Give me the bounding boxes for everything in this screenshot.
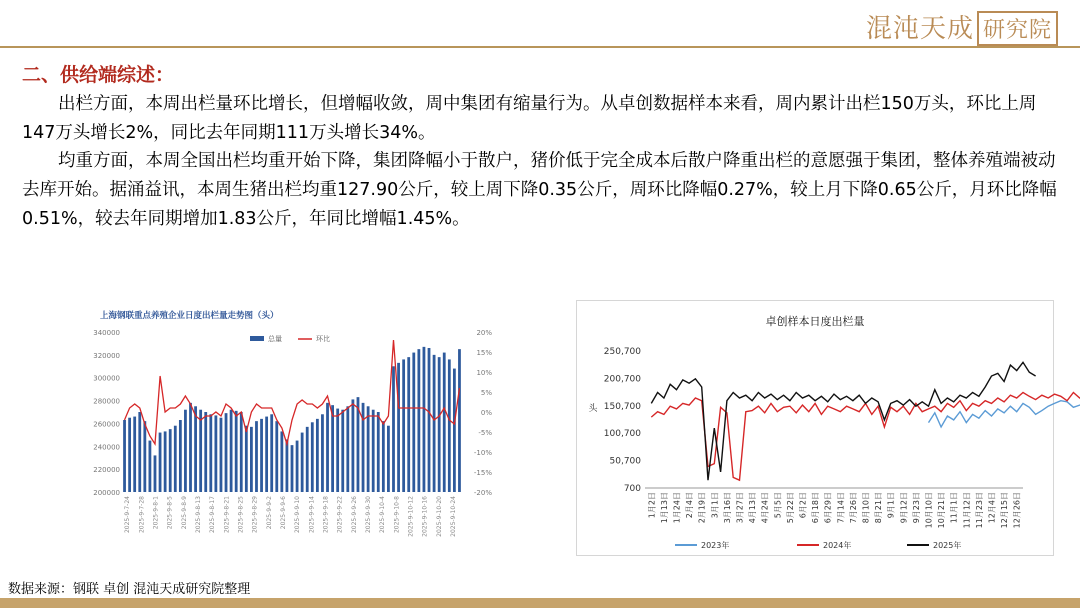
y2-tick-label: 10% <box>476 369 492 377</box>
x-tick-label: 2025-9-7-28 <box>138 496 146 534</box>
zhuochuang-chart-svg <box>577 301 1053 555</box>
legend-label: 2023年 <box>701 541 730 550</box>
bar <box>352 399 355 492</box>
bar <box>133 417 136 492</box>
zhuochuang-chart <box>576 300 1054 556</box>
bar <box>194 406 197 492</box>
chart-title: 卓创样本日度出栏量 <box>765 315 865 328</box>
y-tick-label: 300000 <box>93 374 120 383</box>
bar <box>143 421 146 492</box>
y2-tick-label: -15% <box>473 469 492 477</box>
y2-tick-label: -5% <box>478 429 492 437</box>
x-tick-label: 6月18日 <box>811 492 821 524</box>
legend-label: 2025年 <box>933 541 962 550</box>
bar <box>123 420 126 492</box>
x-tick-label: 12月26日 <box>1012 492 1022 529</box>
x-tick-label: 5月5日 <box>773 492 783 519</box>
bar <box>306 427 309 492</box>
bar <box>407 357 410 492</box>
bar <box>402 359 405 492</box>
bar <box>199 410 202 492</box>
series-line-2023年 <box>929 400 1080 427</box>
bar <box>230 410 233 492</box>
x-tick-label: 2025-9-9-6 <box>279 496 287 530</box>
x-tick-label: 4月13日 <box>748 492 758 524</box>
x-tick-label: 2025-9-10-8 <box>393 496 401 534</box>
y2-tick-label: -10% <box>473 449 492 457</box>
legend-swatch-bar <box>250 336 264 341</box>
bar <box>260 419 263 492</box>
x-tick-label: 1月13日 <box>659 492 669 524</box>
y2-tick-label: -20% <box>473 489 492 497</box>
bar <box>280 431 283 492</box>
x-tick-label: 2025-9-8-29 <box>251 496 259 534</box>
bar <box>382 421 385 492</box>
legend-label-ring: 环比 <box>316 335 330 343</box>
x-tick-label: 2025-9-8-17 <box>209 496 217 534</box>
y-axis-label: 头 <box>588 404 598 414</box>
bar <box>255 421 258 492</box>
y-tick-label: 220000 <box>93 466 120 475</box>
y-tick-label: 260000 <box>93 420 120 429</box>
header-rule <box>0 46 1080 48</box>
y-tick-label: 700 <box>623 484 641 494</box>
bar <box>392 366 395 492</box>
x-tick-label: 2025-9-8-21 <box>223 496 231 534</box>
bar <box>336 409 339 492</box>
x-tick-label: 2月4日 <box>685 492 695 519</box>
brand-logo <box>866 8 1058 46</box>
x-tick-label: 2025-9-10-20 <box>435 496 443 537</box>
y-tick-label: 50,700 <box>609 456 641 467</box>
x-tick-label: 2025-9-9-18 <box>322 496 330 534</box>
bar <box>270 414 273 492</box>
bar <box>149 441 152 492</box>
x-tick-label: 10月10日 <box>924 492 934 529</box>
x-tick-label: 12月4日 <box>987 492 997 524</box>
bar <box>138 412 141 492</box>
bar <box>286 439 289 492</box>
x-tick-label: 2025-9-9-14 <box>308 496 316 534</box>
bar <box>164 431 167 492</box>
paragraph-output: 出栏方面，本周出栏量环比增长，但增幅收敛，周中集团有缩量行为。从卓创数据样本来看，周内累计出栏150万头，环比上周147万头增长2%，同比去年同期111万头增长34%。 <box>22 94 1037 143</box>
x-tick-label: 2025-9-8-9 <box>180 496 188 530</box>
logo-text: 混沌天成 <box>865 14 974 44</box>
bar <box>235 411 238 492</box>
x-tick-label: 8月10日 <box>861 492 871 524</box>
x-tick-label: 2月19日 <box>697 492 707 524</box>
x-tick-label: 5月22日 <box>785 492 795 524</box>
bar <box>301 433 304 492</box>
bar <box>225 413 228 492</box>
x-tick-label: 11月23日 <box>974 492 984 529</box>
bar <box>433 355 436 492</box>
footer-bar <box>0 598 1080 608</box>
x-tick-label: 7月26日 <box>848 492 858 524</box>
x-tick-label: 3月1日 <box>710 492 720 519</box>
x-tick-label: 2025-9-9-26 <box>350 496 358 534</box>
bar <box>326 403 329 492</box>
bar <box>458 349 461 492</box>
bar <box>377 412 380 492</box>
y-tick-label: 340000 <box>93 329 120 337</box>
bar <box>331 405 334 492</box>
bar <box>443 353 446 492</box>
bar <box>250 427 253 492</box>
bar <box>169 429 172 492</box>
bar <box>428 348 431 492</box>
bar <box>387 426 390 492</box>
x-tick-label: 2025-9-9-30 <box>364 496 372 534</box>
x-tick-label: 1月2日 <box>647 492 657 519</box>
bar <box>316 419 319 492</box>
bar <box>275 421 278 492</box>
bar <box>179 420 182 492</box>
y-tick-label: 320000 <box>93 351 120 360</box>
x-tick-label: 2025-9-9-2 <box>265 496 273 530</box>
mysteel-chart-svg <box>93 304 520 554</box>
bar <box>245 426 248 492</box>
x-tick-label: 11月1日 <box>949 492 959 524</box>
bar <box>341 410 344 492</box>
bar <box>367 406 370 492</box>
bar <box>265 417 268 492</box>
paragraph-weight: 均重方面，本周全国出栏均重开始下降，集团降幅小于散户，猪价低于完全成本后散户降重出栏的意愿强于集团，整体养殖端被动去库开始。据涌益讯，本周生猪出栏均重127.90公斤，较上周下降0.35公斤，周环比降幅0.27%，较上月下降0.65公斤，月环比降幅0.51%，较去年同期增加1.83公斤，年同比增幅1.45%。 <box>22 151 1057 229</box>
chart-title: 上海钢联重点养殖企业日度出栏量走势图（头） <box>100 311 279 321</box>
bar <box>189 403 192 492</box>
x-tick-label: 2025-9-8-5 <box>166 496 174 530</box>
y2-tick-label: 15% <box>476 349 492 357</box>
bar <box>204 412 207 492</box>
bar <box>184 410 187 492</box>
bar <box>397 363 400 492</box>
bar <box>438 357 441 492</box>
y-tick-label: 100,700 <box>603 429 641 440</box>
x-tick-label: 1月24日 <box>672 492 682 524</box>
y-tick-label: 280000 <box>93 397 120 406</box>
bar <box>240 412 243 492</box>
x-tick-label: 10月21日 <box>937 492 947 529</box>
x-tick-label: 2025-9-9-22 <box>336 496 344 534</box>
x-tick-label: 8月21日 <box>874 492 884 524</box>
bar <box>159 433 162 492</box>
bar <box>154 455 157 492</box>
legend-label: 2024年 <box>823 541 852 550</box>
x-tick-label: 2025-9-10-16 <box>421 496 429 537</box>
y-tick-label: 240000 <box>93 443 120 452</box>
bar <box>291 445 294 492</box>
section-title: 二、供给端综述： <box>22 64 175 86</box>
x-tick-label: 7月14日 <box>836 492 846 524</box>
bar <box>321 414 324 492</box>
bar <box>417 349 420 492</box>
x-tick-label: 2025-9-10-24 <box>449 496 457 537</box>
bar <box>372 410 375 492</box>
x-tick-label: 2025-9-8-1 <box>152 496 160 530</box>
bar <box>128 418 131 492</box>
y-tick-label: 250,700 <box>603 347 641 357</box>
data-source-note: 数据来源：钢联 卓创 混沌天成研究院整理 <box>8 582 251 597</box>
y2-tick-label: 20% <box>476 329 492 337</box>
x-tick-label: 2025-9-8-25 <box>237 496 245 534</box>
bar <box>412 353 415 492</box>
y-tick-label: 150,700 <box>603 401 641 412</box>
x-tick-label: 9月23日 <box>911 492 921 524</box>
bar <box>296 441 299 492</box>
x-tick-label: 2025-9-7-24 <box>124 496 132 534</box>
x-tick-label: 4月24日 <box>760 492 770 524</box>
series-line-2025年 <box>651 362 1035 480</box>
bar <box>220 418 223 492</box>
x-tick-label: 6月2日 <box>798 492 808 519</box>
bar <box>448 359 451 492</box>
x-tick-label: 11月12日 <box>962 492 972 529</box>
y2-tick-label: 0% <box>480 409 492 417</box>
x-tick-label: 3月27日 <box>735 492 745 524</box>
bar <box>346 406 349 492</box>
bar <box>174 426 177 492</box>
bar <box>423 347 426 492</box>
bar <box>209 414 212 492</box>
logo-box: 研究院 <box>977 11 1058 46</box>
x-tick-label: 2025-9-9-10 <box>294 496 302 534</box>
y2-tick-label: 5% <box>480 389 492 397</box>
x-tick-label: 6月29日 <box>823 492 833 524</box>
x-tick-label: 9月12日 <box>899 492 909 524</box>
x-tick-label: 2025-9-10-4 <box>379 496 387 534</box>
x-tick-label: 2025-9-10-12 <box>407 496 415 537</box>
x-tick-label: 3月16日 <box>722 492 732 524</box>
bar <box>214 415 217 492</box>
y-tick-label: 200000 <box>93 489 120 497</box>
bar <box>453 369 456 492</box>
x-tick-label: 9月1日 <box>886 492 896 519</box>
x-tick-label: 12月15日 <box>1000 492 1010 529</box>
mysteel-chart <box>93 304 520 554</box>
x-tick-label: 2025-9-8-13 <box>194 496 202 534</box>
y-tick-label: 200,700 <box>603 374 641 385</box>
bar <box>311 422 314 492</box>
legend-label-total: 总量 <box>268 335 282 343</box>
